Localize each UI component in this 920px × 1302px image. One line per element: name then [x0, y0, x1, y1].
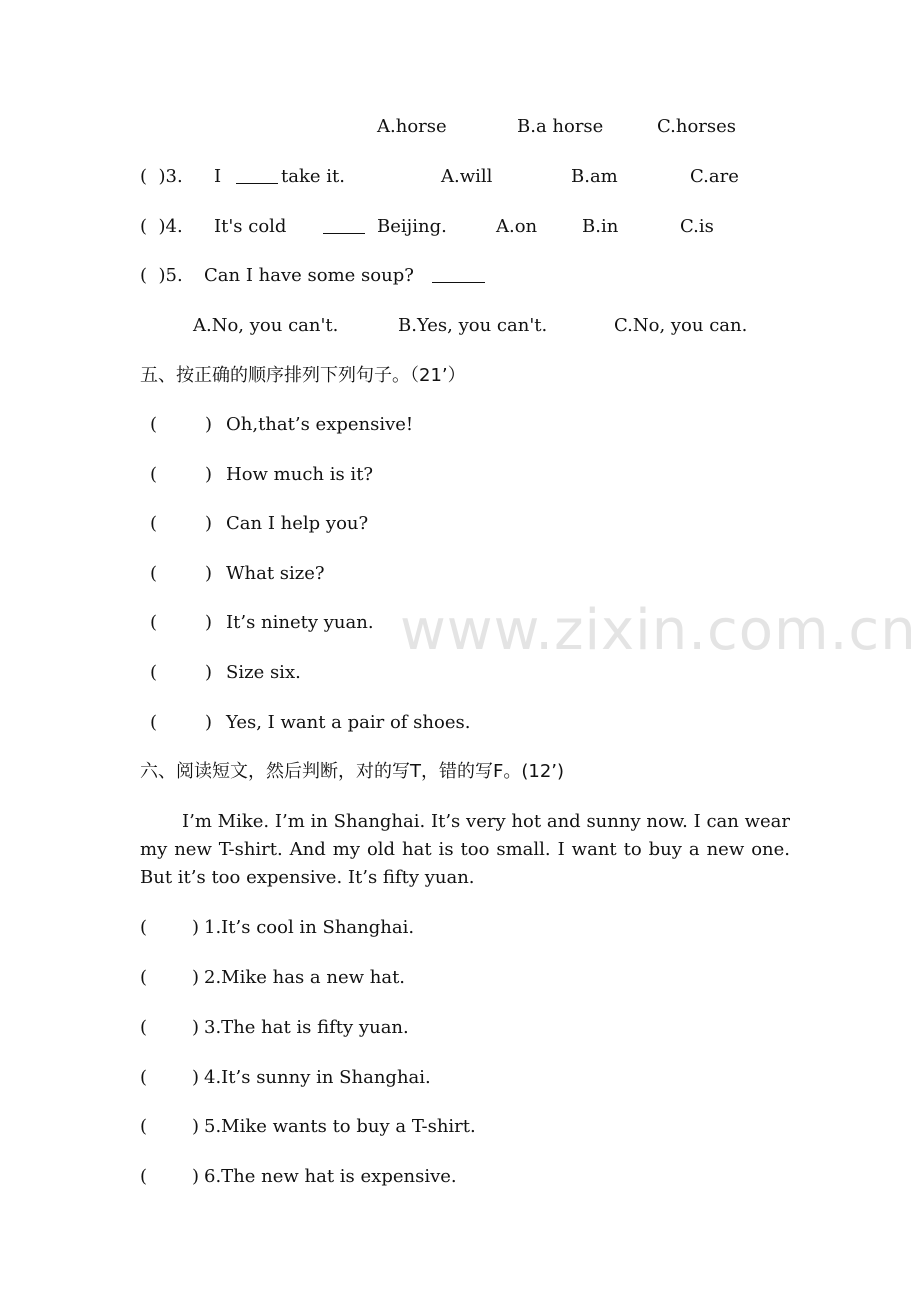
q4-post: Beijing.: [377, 216, 447, 237]
section5-paren-4[interactable]: (: [150, 563, 158, 584]
section5-close-2: ): [205, 464, 213, 485]
section5-paren-7[interactable]: (: [150, 712, 158, 733]
section5-item-1: Oh,that’s expensive!: [226, 414, 414, 435]
section6-item-4: 4.It’s sunny in Shanghai.: [204, 1067, 431, 1088]
section5-item-4: What size?: [226, 563, 325, 584]
section5-paren-6[interactable]: (: [150, 662, 158, 683]
q3-option-a: A.will: [441, 166, 493, 187]
section6-item-2: 2.Mike has a new hat.: [204, 967, 406, 988]
section5-item-5: It’s ninety yuan.: [226, 612, 374, 633]
q3-paren: ( )3.: [140, 166, 183, 187]
section6-close-3: ): [192, 1017, 200, 1038]
section6-paren-4[interactable]: (: [140, 1067, 148, 1088]
q5-option-a: A.No, you can't.: [193, 315, 339, 336]
section6-passage: I’m Mike. I’m in Shanghai. It’s very hot and sunny now. I can wear my new T-shirt. And my old hat is too small. I want to buy a new one. But it’s too expensive. It’s fifty yuan.: [140, 811, 790, 888]
q4-option-c: C.is: [680, 216, 714, 237]
q4-pre: It's cold: [214, 216, 287, 237]
section6-item-5: 5.Mike wants to buy a T-shirt.: [204, 1116, 476, 1137]
section5-item-7: Yes, I want a pair of shoes.: [226, 712, 471, 733]
q5-text: Can I have some soup?: [204, 265, 414, 286]
q4-option-b: B.in: [582, 216, 619, 237]
section6-title: 六、阅读短文，然后判断，对的写T，错的写F。(12’): [140, 761, 565, 782]
section5-close-5: ): [205, 612, 213, 633]
section6-item-1: 1.It’s cool in Shanghai.: [204, 917, 415, 938]
section6-close-4: ): [192, 1067, 200, 1088]
section5-item-6: Size six.: [226, 662, 301, 683]
section5-paren-2[interactable]: (: [150, 464, 158, 485]
section5-close-4: ): [205, 563, 213, 584]
q5-option-b: B.Yes, you can't.: [398, 315, 548, 336]
section6-close-2: ): [192, 967, 200, 988]
q3-option-b: B.am: [571, 166, 618, 187]
q4-blank[interactable]: [323, 215, 365, 239]
q2-option-c: C.horses: [657, 116, 737, 137]
section6-paren-2[interactable]: (: [140, 967, 148, 988]
section5-close-7: ): [205, 712, 213, 733]
q3-blank[interactable]: [236, 165, 278, 189]
section6-close-5: ): [192, 1116, 200, 1137]
section6-item-6: 6.The new hat is expensive.: [204, 1166, 457, 1187]
section6-close-1: ): [192, 917, 200, 938]
section6-paren-3[interactable]: (: [140, 1017, 148, 1038]
q4-paren: ( )4.: [140, 216, 183, 237]
section5-item-2: How much is it?: [226, 464, 374, 485]
section6-paren-6[interactable]: (: [140, 1166, 148, 1187]
q5-paren: ( )5.: [140, 265, 183, 286]
section6-paren-5[interactable]: (: [140, 1116, 148, 1137]
section5-close-3: ): [205, 513, 213, 534]
section6-paren-1[interactable]: (: [140, 917, 148, 938]
section5-paren-5[interactable]: (: [150, 612, 158, 633]
q3-pre: I: [214, 166, 222, 187]
q3-post: take it.: [281, 166, 345, 187]
q5-option-c: C.No, you can.: [614, 315, 748, 336]
section5-close-6: ): [205, 662, 213, 683]
q2-option-a: A.horse: [377, 116, 447, 137]
q3-option-c: C.are: [690, 166, 739, 187]
watermark: www.zixin.com.cn: [400, 598, 917, 663]
section5-paren-3[interactable]: (: [150, 513, 158, 534]
section6-close-6: ): [192, 1166, 200, 1187]
section5-paren-1[interactable]: (: [150, 414, 158, 435]
q5-blank[interactable]: [432, 264, 485, 288]
section6-item-3: 3.The hat is fifty yuan.: [204, 1017, 409, 1038]
section5-item-3: Can I help you?: [226, 513, 369, 534]
q4-option-a: A.on: [496, 216, 538, 237]
section5-close-1: ): [205, 414, 213, 435]
section5-title: 五、按正确的顺序排列下列句子。（21’）: [140, 365, 466, 386]
q2-option-b: B.a horse: [517, 116, 604, 137]
